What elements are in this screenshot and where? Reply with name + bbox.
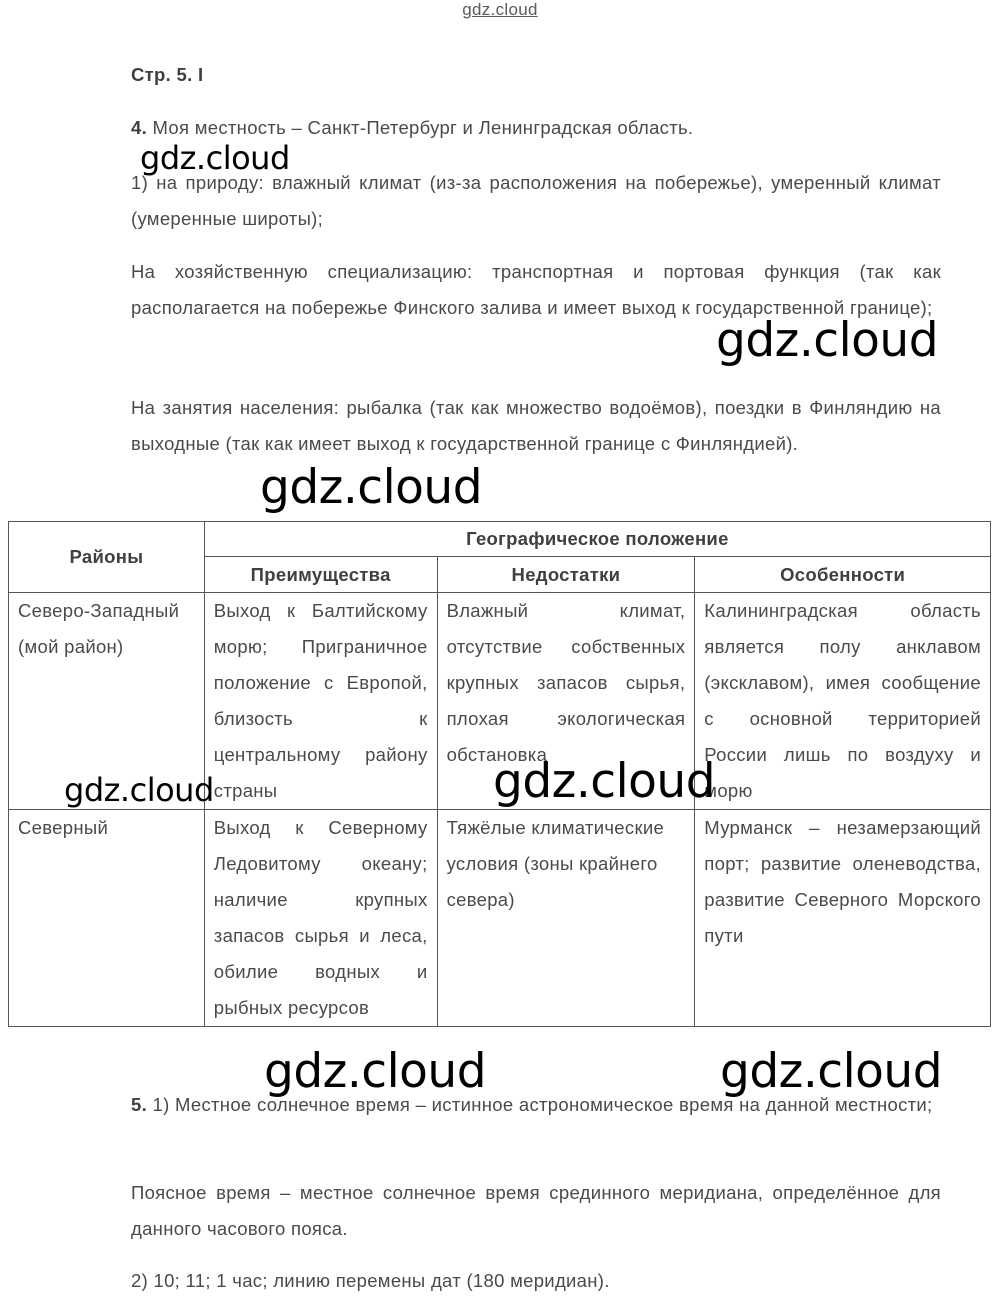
advantages-cell: Выход к Балтийскому морю; Приграничное положение с Европой, близость к центральному району страны — [204, 593, 437, 810]
watermark-text: gdz.cloud — [720, 1044, 943, 1099]
watermark-text: gdz.cloud — [716, 313, 939, 368]
region-cell: Северо-Западный (мой район) — [9, 593, 205, 810]
task5-number: 5. — [131, 1094, 148, 1115]
task4-number: 4. — [131, 117, 148, 138]
watermark-text: gdz.cloud — [264, 1044, 487, 1099]
advantages-cell: Выход к Северному Ледовитому океану; наличие крупных запасов сырья и леса, обилие водных и рыбных ресурсов — [204, 810, 437, 1027]
task5-paragraph-2: Поясное время – местное солнечное время срединного меридиана, определённое для данного часового пояса. — [131, 1182, 941, 1239]
region-cell: Северный — [9, 810, 205, 1027]
task4-intro — [131, 117, 941, 139]
task4-intro-text: Моя местность – Санкт-Петербург и Ленинградская область. — [152, 117, 694, 138]
task5-p1-text: 1) Местное солнечное время – истинное астрономическое время на данной местности; — [152, 1094, 933, 1115]
features-cell: Калининградская область является полу анклавом (эксклавом), имея сообщение с основной территорией России лишь по воздуху и морю — [695, 593, 991, 810]
table-row — [9, 810, 991, 1027]
disadvantages-cell: Влажный климат, отсутствие собственных крупных запасов сырья, плохая экологическая обстановка — [437, 593, 695, 810]
watermark-text: gdz.cloud — [260, 460, 483, 515]
disadvantages-cell: Тяжёлые климатические условия (зоны крайнего севера) — [437, 810, 695, 1027]
watermark-text: gdz.cloud — [64, 771, 214, 809]
header-advantages: Преимущества — [204, 557, 437, 593]
watermark-text: gdz.cloud — [493, 754, 716, 809]
task4-nature-paragraph: 1) на природу: влажный климат (из-за расположения на побережье), умеренный климат (умеренные широты); — [131, 172, 941, 229]
header-disadvantages: Недостатки — [437, 557, 695, 593]
header-features: Особенности — [695, 557, 991, 593]
page-reference: Стр. 5. I — [131, 64, 204, 85]
header-regions: Районы — [9, 522, 205, 593]
site-link[interactable]: gdz.cloud — [462, 0, 538, 19]
task5-paragraph-3: 2) 10; 11; 1 час; линию перемены дат (180 меридиан). — [131, 1270, 610, 1291]
task4-population-paragraph: На занятия населения: рыбалка (так как множество водоёмов), поездки в Финляндию на выходные (так как имеет выход к государственной границе с Финляндией). — [131, 397, 941, 454]
watermark-text: gdz.cloud — [140, 139, 290, 177]
header-geographic-position: Географическое положение — [204, 522, 990, 557]
features-cell: Мурманск – незамерзающий порт; развитие оленеводства, развитие Северного Морского пути — [695, 810, 991, 1027]
task4-economy-paragraph: На хозяйственную специализацию: транспортная и портовая функция (так как располагается на побережье Финского залива и имеет выход к государственной границе); — [131, 261, 941, 318]
